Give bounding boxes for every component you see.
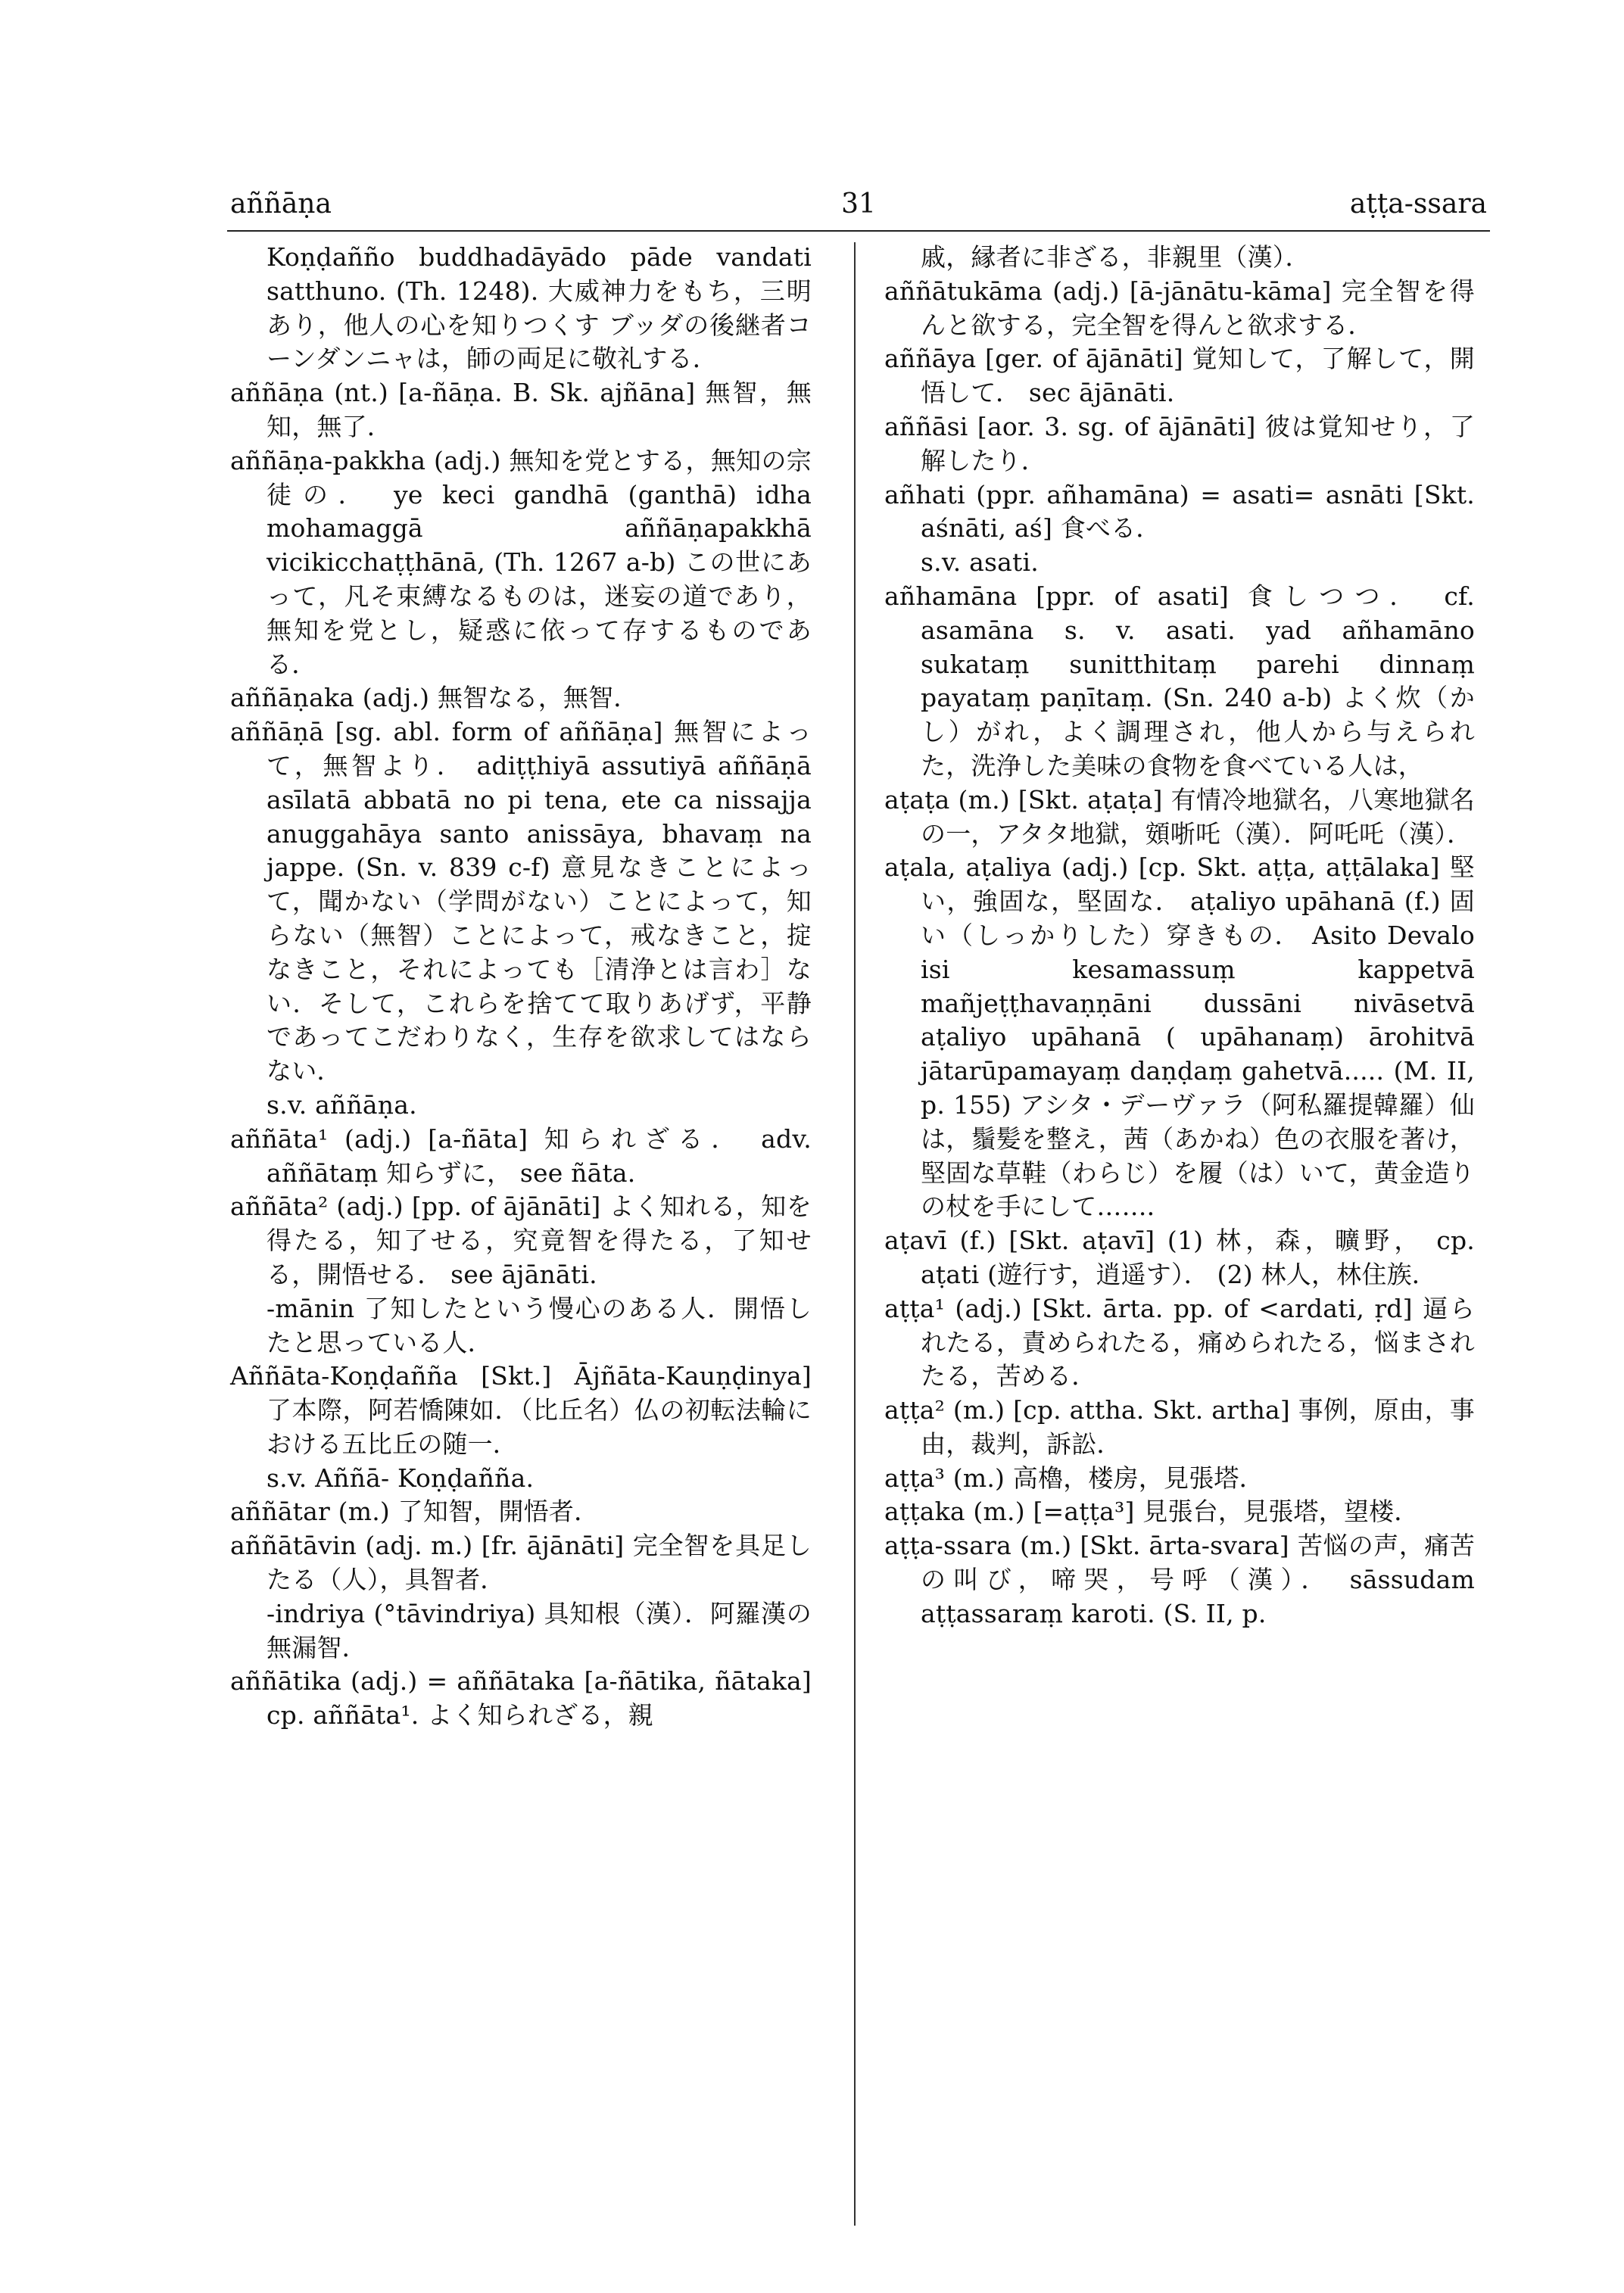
- dictionary-entry: aññātika (adj.) = aññātaka [a-ñātika, ñātaka] cp. aññāta¹. よく知られざる，親: [230, 1666, 812, 1731]
- dictionary-entry: aṭaṭa (m.) [Skt. aṭaṭa] 有情冷地獄名，八寒地獄名の一，アタタ地獄，頞哳吒（漢）．阿吒吒（漢）．: [884, 784, 1475, 849]
- dictionary-entry: Aññāta-Koṇḍañña [Skt.] Ājñāta-Kauṇḍinya] 了本際，阿若憍陳如．（比丘名）仏の初転法輪における五比丘の随一．: [230, 1361, 812, 1459]
- dictionary-entry: aññāṇa-pakkha (adj.) 無知を党とする，無知の宗徒の． ye keci gandhā (ganthā) idha mohamaggā aññāṇapakkhā vicikicchaṭṭhānā, (Th. 1267 a-b) この世にあって，凡そ束縛なるものは，迷妄の道であり，無知を党とし，疑惑に依って存するものである．: [230, 445, 812, 679]
- sub-entry: -indriya (°tāvindriya) 具知根（漢）．阿羅漢の無漏智．: [267, 1598, 812, 1662]
- cross-reference: s.v. asati.: [921, 547, 1039, 578]
- dictionary-entry: añhamāna [ppr. of asati] 食しつつ． cf. asamāna s. v. asati. yad añhamāno sukataṃ sunitthitaṃ parehi dinnaṃ payataṃ paṇītaṃ. (Sn. 240 a-b) よく炊（かし）がれ，よく調理され，他人から与えられた，洗浄した美味の食物を食べている人は，: [884, 581, 1475, 780]
- dictionary-entry: aññātar (m.) 了知智，開悟者．: [230, 1497, 600, 1527]
- dictionary-entry: aññāṇa (nt.) [a-ñāṇa. B. Sk. ajñāna] 無智，無知，無了．: [230, 378, 812, 441]
- dictionary-entry: aṭṭa-ssara (m.) [Skt. ārta-svara] 苦悩の声，痛苦の叫び，啼哭，号呼（漢）． sāssudam aṭṭassaraṃ karoti. (S. II, p.: [884, 1531, 1475, 1628]
- entry-continuation: Koṇḍañño buddhadāyādo pāde vandati satthuno. (Th. 1248). 大威神力をもち，三明あり，他人の心を知りつくす ブッダの後継者コーンダンニャは，師の両足に敬礼する．: [267, 242, 812, 374]
- dictionary-entry: aññātāvin (adj. m.) [fr. ājānāti] 完全智を具足したる（人），具智者．: [230, 1531, 812, 1595]
- dictionary-entry: aṭṭaka (m.) [=aṭṭa³] 見張台，見張塔，望楼．: [884, 1497, 1420, 1527]
- column-divider: [854, 242, 856, 2226]
- dictionary-entry: aññāta¹ (adj.) [a-ñāta] 知られざる． adv. aññātaṃ 知らずに， see ñāta.: [230, 1123, 812, 1188]
- dictionary-entry: aṭala, aṭaliya (adj.) [cp. Skt. aṭṭa, aṭṭālaka] 堅い，強固な，堅固な． aṭaliyo upāhanā (f.) 固い（しっかりした）穿きもの． Asito Devalo isi kesamassuṃ kappetvā mañjeṭṭhavaṇṇāni dussāni nivāsetvā aṭaliyo upāhanā ( upāhanaṃ) ārohitvā jātarūpamayaṃ daṇḍaṃ gahetvā..... (M. II, p. 155) アシタ・デーヴァラ（阿私羅提韓羅）仙は，鬚髪を整え，茜（あかね）色の衣服を著け，堅固な草鞋（わらじ）を履（は）いて，黄金造りの杖を手にして……．: [884, 852, 1475, 1222]
- dictionary-entry: añhati (ppr. añhamāna) = asati= asnāti [Skt. aśnāti, aś] 食べる．: [884, 479, 1475, 544]
- page-number: 31: [841, 188, 876, 220]
- dictionary-entry: aṭṭa¹ (adj.) [Skt. ārta. pp. of <ardati, ṛd] 逼られたる，責められたる，痛められたる，悩まされたる，苦める．: [884, 1293, 1475, 1391]
- dictionary-entry: aññāya [ger. of ājānāti] 覚知して，了解して，開悟して． sec ājānāti.: [884, 344, 1475, 408]
- cross-reference: s.v. Aññā- Koṇḍañña.: [267, 1463, 535, 1493]
- sub-entry: -mānin 了知したという慢心のある人．開悟したと思っている人．: [267, 1293, 812, 1357]
- dictionary-entry: aṭṭa³ (m.) 高櫓，楼房，見張塔．: [884, 1463, 1264, 1493]
- right-guide-word: aṭṭa-ssara: [1349, 188, 1487, 220]
- dictionary-entry: aññāsi [aor. 3. sg. of ājānāti] 彼は覚知せり，了解したり．: [884, 411, 1475, 475]
- dictionary-entry: aññāṇaka (adj.) 無智なる，無智．: [230, 683, 639, 713]
- dictionary-entry: aññāta² (adj.) [pp. of ājānāti] よく知れる，知を得たる，知了せる，究竟智を得たる，了知せる，開悟せる． see ājānāti.: [230, 1192, 812, 1289]
- cross-reference: s.v. aññāṇa.: [267, 1089, 417, 1120]
- left-column: [230, 241, 812, 1733]
- page-header: [230, 182, 1487, 227]
- dictionary-entry: aṭavī (f.) [Skt. aṭavī] (1) 林，森，曠野， cp. aṭati (遊行す，逍遥す）． (2) 林人，林住族．: [884, 1226, 1475, 1289]
- right-column: [884, 241, 1475, 1631]
- dictionary-entry: aññāṇā [sg. abl. form of aññāṇa] 無智によって，無智より． adiṭṭhiyā assutiyā aññāṇā asīlatā abbatā no pi tena, ete ca nissajja anuggahāya santo anissāya, bhavaṃ na jappe. (Sn. v. 839 c-f) 意見なきことによって，聞かない（学問がない）ことによって，知らない（無智）ことによって，戒なきこと，掟なきこと，それによっても［清浄とは言わ］ない．そして，これらを捨てて取りあげず，平静であってこだわりなく，生存を欲求してはならない．: [230, 717, 812, 1086]
- header-rule: [227, 230, 1490, 232]
- dictionary-entry: aṭṭa² (m.) [cp. attha. Skt. artha] 事例，原由，事由，裁判，訴訟．: [884, 1395, 1475, 1459]
- entry-continuation: 戚，縁者に非ざる，非親里（漢）．: [921, 242, 1311, 272]
- left-guide-word: aññāṇa: [230, 188, 332, 220]
- dictionary-entry: aññātukāma (adj.) [ā-jānātu-kāma] 完全智を得んと欲する，完全智を得んと欲求する．: [884, 276, 1475, 340]
